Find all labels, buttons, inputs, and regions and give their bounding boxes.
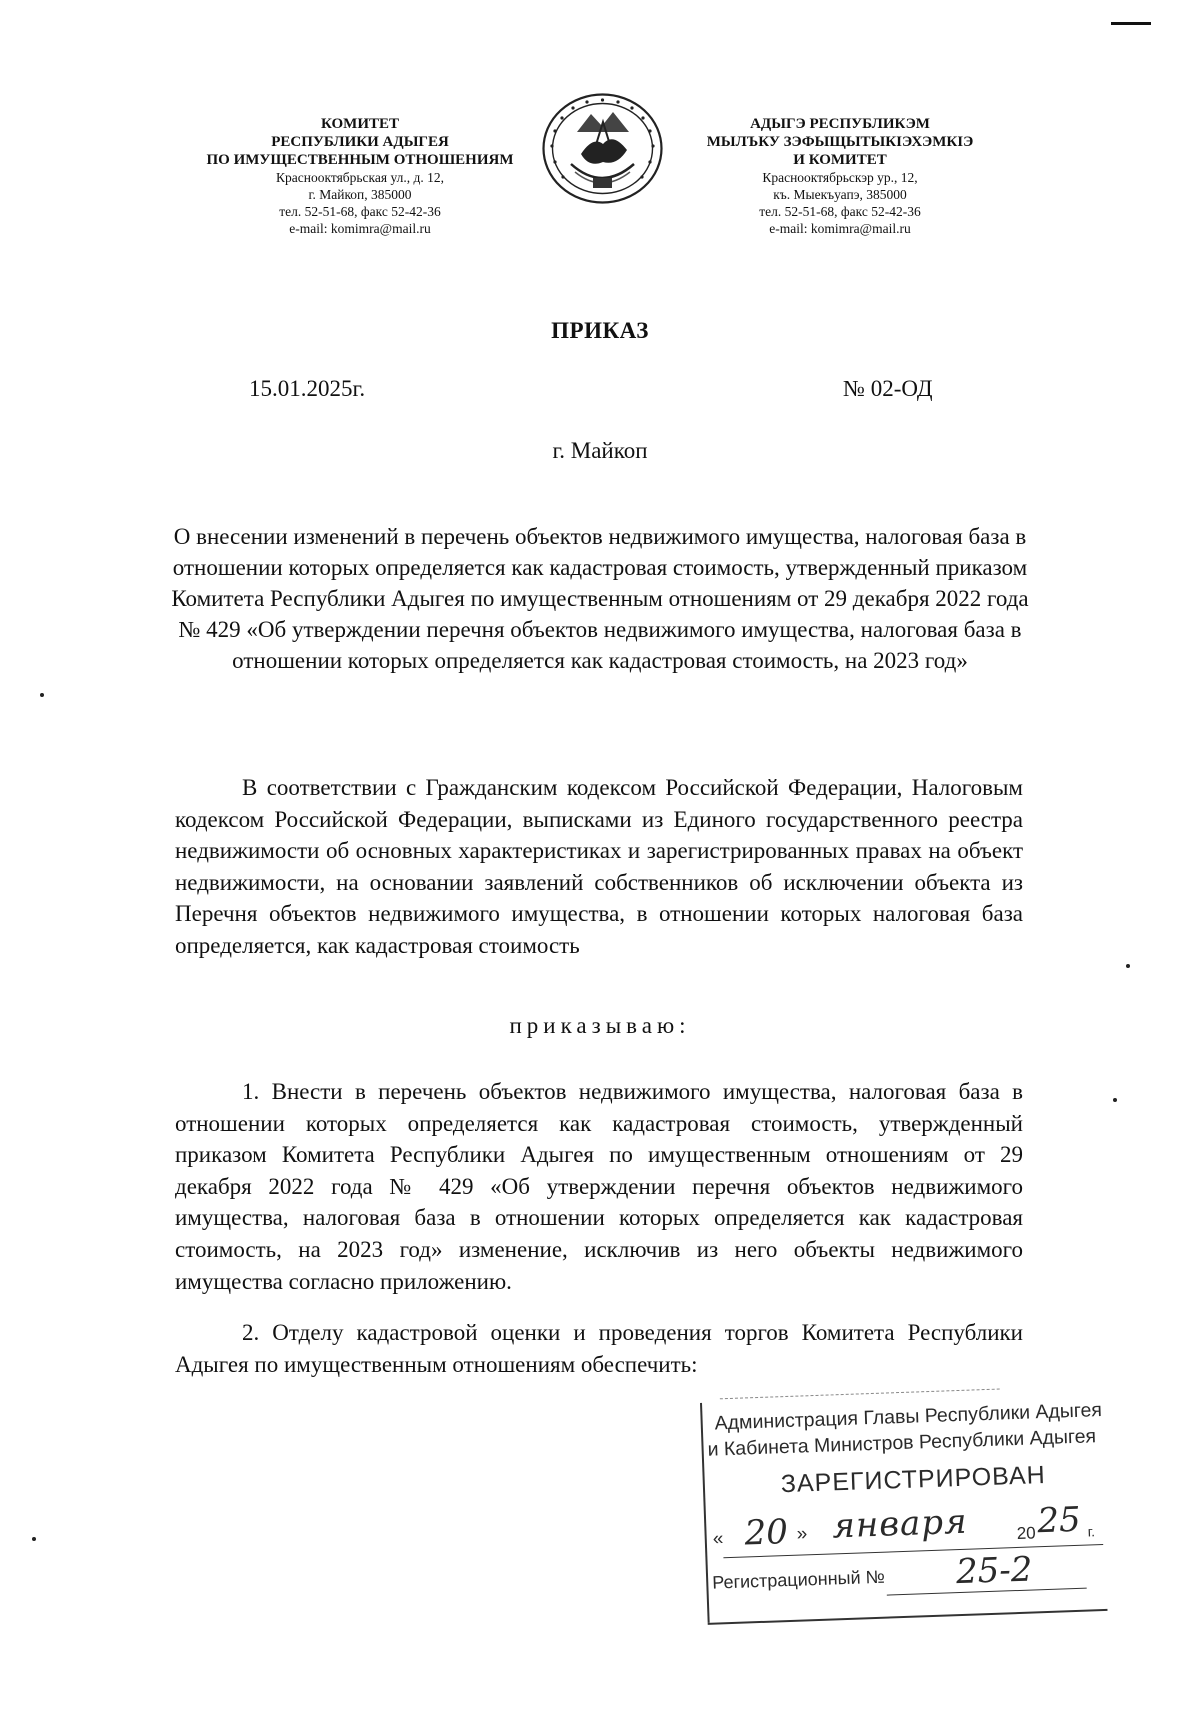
header-right-address1: Краснооктябрьскэр ур., 12, xyxy=(762,170,918,185)
stamp-handwritten-year: 25 xyxy=(1036,1499,1082,1542)
scan-speck xyxy=(32,1537,36,1541)
coat-of-arms-icon xyxy=(541,92,664,205)
stamp-year-g: г. xyxy=(1087,1523,1096,1540)
stamp-handwritten-reg-number: 25-2 xyxy=(955,1549,1034,1593)
header-right-block xyxy=(670,115,1010,237)
header-right-line3: И КОМИТЕТ xyxy=(793,152,887,168)
stamp-quote-close: » xyxy=(796,1523,808,1545)
document-date: 15.01.2025г. xyxy=(249,376,366,401)
stamp-bottom-border xyxy=(708,1609,1108,1625)
stamp-reg-label: Регистрационный № xyxy=(711,1566,886,1593)
header-left-block xyxy=(170,115,550,237)
registration-stamp xyxy=(700,1389,1117,1625)
stamp-top-edge xyxy=(720,1389,1000,1400)
stamp-handwritten-day: 20 xyxy=(743,1512,789,1554)
document-city: г. Майкоп xyxy=(552,438,648,463)
order-word: приказываю: xyxy=(509,1013,691,1038)
header-right-address2: къ. Мыекъуапэ, 385000 xyxy=(773,187,907,202)
header-right-line2: МЫЛЪКУ ЗЭФЫЩЫТЫКІЭХЭМКІЭ xyxy=(706,134,974,150)
item-1-paragraph: 1. Внести в перечень объектов недвижимого имущества, налоговая база в отношении которых определяется как кадастровая стоимость, утвержденный приказом Комитета Республики Адыгея по имущественным отношениям от 29 декабря 2022 года № 429 «Об утверждении перечня объектов недвижимого имущества, налоговая база в отношении которых определяется как кадастровая стоимость, на 2023 год» изменение, исключив из него объекты недвижимого имущества согласно приложению. xyxy=(175,1079,1023,1294)
scan-speck xyxy=(1113,1098,1117,1102)
preamble-paragraph: В соответствии с Гражданским кодексом Российской Федерации, Налоговым кодексом Российской Федерации, выписками из Единого государственного реестра недвижимости об основных характеристиках и зарегистрированных правах на объект недвижимости, на основании заявлений собственников об исключении объекта из Перечня объектов недвижимого имущества, в отношении которых налоговая база определяется, как кадастровая стоимость xyxy=(175,775,1023,958)
scan-speck xyxy=(40,693,44,697)
header-right-line1: АДЫГЭ РЕСПУБЛИКЭМ xyxy=(750,116,930,132)
header-left-line3: ПО ИМУЩЕСТВЕННЫМ ОТНОШЕНИЯМ xyxy=(206,152,514,168)
header-left-phone: тел. 52-51-68, факс 52-42-36 xyxy=(279,204,441,219)
header-left-email: e-mail: komimra@mail.ru xyxy=(289,221,431,236)
header-left-address2: г. Майкоп, 385000 xyxy=(308,187,412,202)
document-title: ПРИКАЗ xyxy=(551,318,649,343)
scan-speck xyxy=(1126,964,1130,968)
header-left-address1: Краснооктябрьская ул., д. 12, xyxy=(276,170,444,185)
header-right-phone: тел. 52-51-68, факс 52-42-36 xyxy=(759,204,921,219)
stamp-year-prefix: 20 xyxy=(1016,1523,1036,1544)
document-subject: О внесении изменений в перечень объектов недвижимого имущества, налоговая база в отношении которых определяется как кадастровая стоимость, утвержденный приказом Комитета Республики Адыгея по имущественным отношениям от 29 декабря 2022 года № 429 «Об утверждении перечня объектов недвижимого имущества, налоговая база в отношении которых определяется как кадастровая стоимость, на 2023 год» xyxy=(171,524,1029,673)
item-2-paragraph: 2. Отделу кадастровой оценки и проведения торгов Комитета Республики Адыгея по имущественным отношениям обеспечить: xyxy=(175,1320,1023,1377)
stamp-handwritten-month: января xyxy=(831,1501,969,1547)
document-number: № 02-ОД xyxy=(843,376,933,401)
stamp-registered: ЗАРЕГИСТРИРОВАН xyxy=(780,1460,1047,1499)
stamp-line1: Администрация Главы Республики Адыгея xyxy=(714,1398,1103,1435)
stamp-quote-open: « xyxy=(712,1528,724,1550)
header-left-line2: РЕСПУБЛИКИ АДЫГЕЯ xyxy=(271,134,449,150)
stamp-left-border xyxy=(700,1403,710,1623)
stamp-line2: и Кабинета Министров Республики Адыгея xyxy=(707,1425,1097,1461)
header-left-line1: КОМИТЕТ xyxy=(320,116,399,132)
corner-mark xyxy=(1111,22,1151,25)
header-right-email: e-mail: komimra@mail.ru xyxy=(769,221,911,236)
